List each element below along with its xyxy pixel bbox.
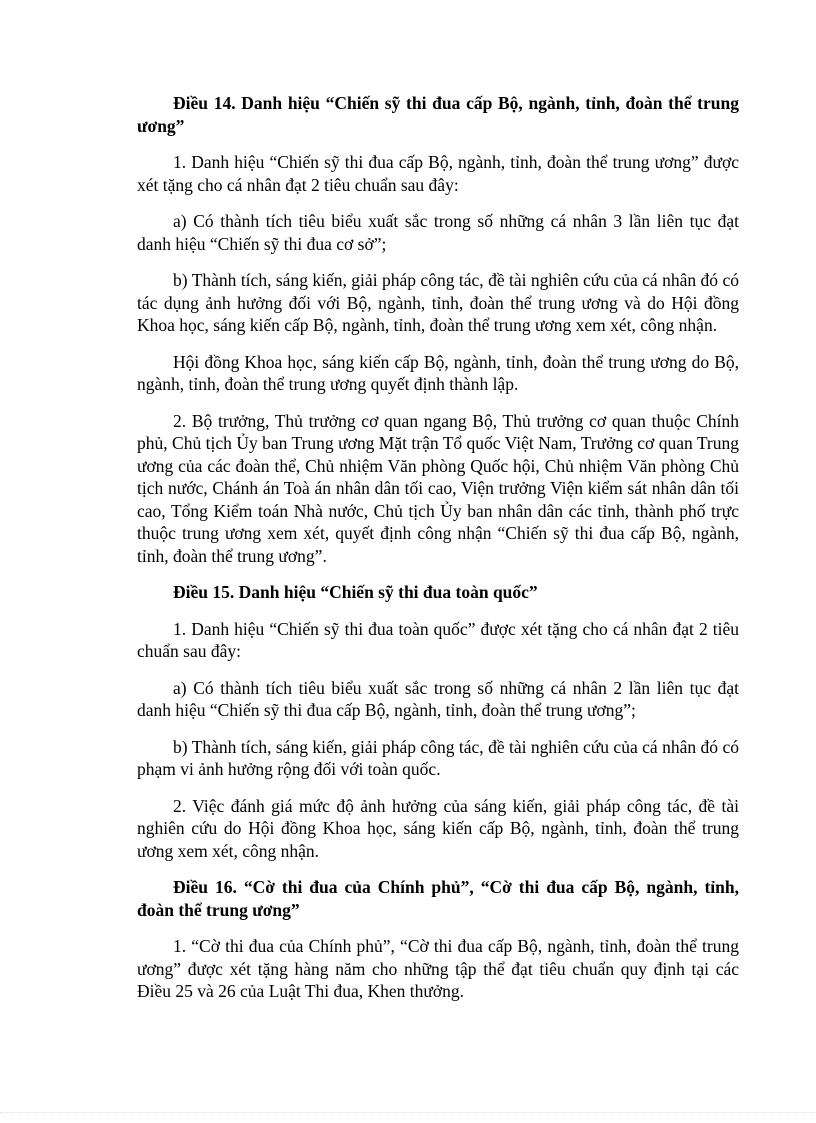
article-15-clause-1: 1. Danh hiệu “Chiến sỹ thi đua toàn quốc” được xét tặng cho cá nhân đạt 2 tiêu chuẩn sau đây: bbox=[137, 618, 739, 661]
article-14-point-b: b) Thành tích, sáng kiến, giải pháp công tác, đề tài nghiên cứu của cá nhân đó có tác dụng ảnh hưởng đối với Bộ, ngành, tỉnh, đoàn thể trung ương và do Hội đồng Khoa học, sáng kiến cấp Bộ, ngành, tỉnh, đoàn thể trung ương xem xét, công nhận. bbox=[137, 270, 739, 335]
article-16-clause-1: 1. “Cờ thi đua của Chính phủ”, “Cờ thi đua cấp Bộ, ngành, tỉnh, đoàn thể trung ương” được xét tặng hàng năm cho những tập thể đạt tiêu chuẩn quy định tại các Điều 25 và 26 của Luật Thi đua, Khen thưởng. bbox=[137, 936, 739, 1001]
article-14-council-note: Hội đồng Khoa học, sáng kiến cấp Bộ, ngành, tỉnh, đoàn thể trung ương do Bộ, ngành, tỉnh, đoàn thể trung ương quyết định thành lập. bbox=[137, 351, 739, 394]
article-14-point-a: a) Có thành tích tiêu biểu xuất sắc trong số những cá nhân 3 lần liên tục đạt danh hiệu “Chiến sỹ thi đua cơ sở”; bbox=[137, 211, 739, 254]
article-14-clause-2: 2. Bộ trưởng, Thủ trưởng cơ quan ngang Bộ, Thủ trưởng cơ quan thuộc Chính phủ, Chủ tịch Ủy ban Trung ương Mặt trận Tổ quốc Việt Nam, Trưởng cơ quan Trung ương của các đoàn thể, Chủ nhiệm Văn phòng Quốc hội, Chủ nhiệm Văn phòng Chủ tịch nước, Chánh án Toà án nhân dân tối cao, Viện trưởng Viện kiểm sát nhân dân tối cao, Tổng Kiểm toán Nhà nước, Chủ tịch Ủy ban nhân dân các tỉnh, thành phố trực thuộc trung ương xem xét, quyết định công nhận “Chiến sỹ thi đua cấp Bộ, ngành, tỉnh, đoàn thể trung ương”. bbox=[137, 410, 739, 566]
article-15 bbox=[137, 581, 739, 862]
article-15-clause-2: 2. Việc đánh giá mức độ ảnh hưởng của sáng kiến, giải pháp công tác, đề tài nghiên cứu do Hội đồng Khoa học, sáng kiến cấp Bộ, ngành, tỉnh, đoàn thể trung ương xem xét, công nhận. bbox=[137, 795, 739, 861]
article-16-heading: Điều 16. “Cờ thi đua của Chính phủ”, “Cờ thi đua cấp Bộ, ngành, tỉnh, đoàn thể trung ương” bbox=[137, 877, 739, 920]
article-15-point-b: b) Thành tích, sáng kiến, giải pháp công tác, đề tài nghiên cứu của cá nhân đó có phạm vi ảnh hưởng rộng đối với toàn quốc. bbox=[137, 736, 739, 779]
article-14-clause-1: 1. Danh hiệu “Chiến sỹ thi đua cấp Bộ, ngành, tỉnh, đoàn thể trung ương” được xét tặng cho cá nhân đạt 2 tiêu chuẩn sau đây: bbox=[137, 152, 739, 195]
article-16 bbox=[137, 876, 739, 1003]
article-15-point-a: a) Có thành tích tiêu biểu xuất sắc trong số những cá nhân 2 lần liên tục đạt danh hiệu “Chiến sỹ thi đua cấp Bộ, ngành, tỉnh, đoàn thể trung ương”; bbox=[137, 677, 739, 720]
document-page bbox=[137, 92, 739, 1017]
article-14 bbox=[137, 92, 739, 567]
article-15-heading: Điều 15. Danh hiệu “Chiến sỹ thi đua toàn quốc” bbox=[173, 582, 538, 602]
article-14-heading: Điều 14. Danh hiệu “Chiến sỹ thi đua cấp Bộ, ngành, tỉnh, đoàn thể trung ương” bbox=[137, 93, 739, 136]
page-bottom-divider bbox=[0, 1112, 816, 1113]
